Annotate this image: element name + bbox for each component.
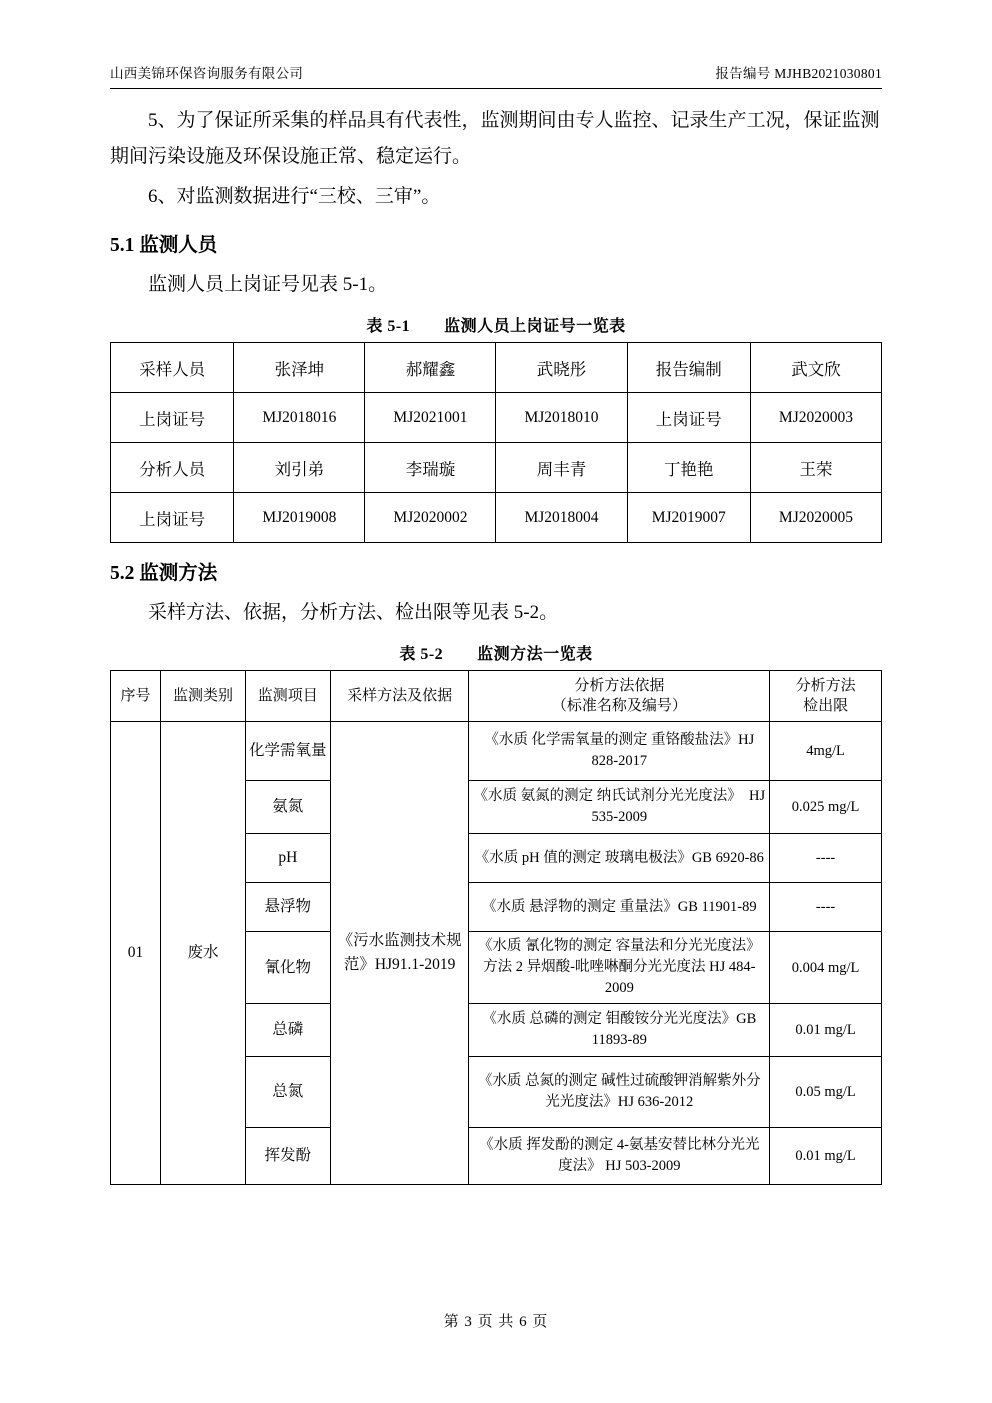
header-report-number: 报告编号 MJHB2021030801 <box>715 66 882 81</box>
cell-detection-limit: ---- <box>770 883 882 932</box>
cell-detection-limit: ---- <box>770 834 882 883</box>
header-company: 山西美锦环保咨询服务有限公司 <box>110 66 304 81</box>
page-header <box>110 0 882 89</box>
cell-detection-limit: 0.05 mg/L <box>770 1057 882 1128</box>
table-row <box>111 343 882 393</box>
cell-detection-limit: 0.004 mg/L <box>770 932 882 1004</box>
table-personnel-certificates <box>110 342 882 543</box>
cell-value: MJ2019008 <box>234 493 365 543</box>
table-5-2-caption <box>110 641 882 664</box>
cell-item: 挥发酚 <box>245 1128 330 1185</box>
cell-analysis-basis: 《水质 氨氮的测定 纳氏试剂分光光度法》 HJ 535-2009 <box>469 781 770 834</box>
cell-value: 上岗证号 <box>627 393 750 443</box>
cell-analysis-basis: 《水质 氰化物的测定 容量法和分光光度法》方法 2 异烟酸-吡唑啉酮分光光度法 HJ 484-2009 <box>469 932 770 1004</box>
table-5-2-caption-number: 表 5-2 <box>399 646 444 663</box>
cell-value: 王荣 <box>750 443 881 493</box>
cell-detection-limit: 0.01 mg/L <box>770 1004 882 1057</box>
column-header-analysis <box>469 671 770 722</box>
cell-detection-limit: 0.025 mg/L <box>770 781 882 834</box>
table-row <box>111 393 882 443</box>
cell-sampling-method: 《污水监测技术规范》HJ91.1-2019 <box>330 722 469 1185</box>
cell-detection-limit: 0.01 mg/L <box>770 1128 882 1185</box>
column-header-no: 序号 <box>111 671 161 722</box>
column-header-limit <box>770 671 882 722</box>
cell-value: MJ2020002 <box>365 493 496 543</box>
cell-value: MJ2020003 <box>750 393 881 443</box>
cell-value: 李瑞璇 <box>365 443 496 493</box>
cell-value: 武晓彤 <box>496 343 627 393</box>
table-header-row <box>111 671 882 722</box>
column-header-item: 监测项目 <box>245 671 330 722</box>
paragraph-5: 5、为了保证所采集的样品具有代表性，监测期间由专人监控、记录生产工况，保证监测期间污染设施及环保设施正常、稳定运行。 <box>110 110 880 167</box>
cell-detection-limit: 4mg/L <box>770 722 882 781</box>
cell-label: 分析人员 <box>111 443 234 493</box>
table-5-2-caption-title: 监测方法一览表 <box>477 646 593 663</box>
cell-value: MJ2019007 <box>627 493 750 543</box>
cell-value: 丁艳艳 <box>627 443 750 493</box>
cell-analysis-basis: 《水质 总磷的测定 钼酸铵分光光度法》GB 11893-89 <box>469 1004 770 1057</box>
cell-value: MJ2020005 <box>750 493 881 543</box>
cell-value: 报告编制 <box>627 343 750 393</box>
cell-analysis-basis: 《水质 化学需氧量的测定 重铬酸盐法》HJ 828-2017 <box>469 722 770 781</box>
table-row <box>111 443 882 493</box>
table-monitoring-methods <box>110 670 882 1185</box>
table-5-1-caption <box>110 313 882 336</box>
column-header-limit-line2: 检出限 <box>803 698 849 714</box>
cell-label: 采样人员 <box>111 343 234 393</box>
cell-item: 化学需氧量 <box>245 722 330 781</box>
column-header-limit-line1: 分析方法 <box>795 678 856 694</box>
cell-row-number: 01 <box>111 722 161 1185</box>
section-heading-5-1: 5.1 监测人员 <box>110 235 218 256</box>
table-row <box>111 722 882 781</box>
cell-value: 周丰青 <box>496 443 627 493</box>
cell-analysis-basis: 《水质 悬浮物的测定 重量法》GB 11901-89 <box>469 883 770 932</box>
paragraph-6: 6、对监测数据进行“三校、三审”。 <box>148 186 441 207</box>
column-header-sampling: 采样方法及依据 <box>330 671 469 722</box>
cell-label: 上岗证号 <box>111 393 234 443</box>
cell-item: 氨氮 <box>245 781 330 834</box>
cell-value: MJ2018004 <box>496 493 627 543</box>
cell-value: 武文欣 <box>750 343 881 393</box>
paragraph-5-1-intro: 监测人员上岗证号见表 5-1。 <box>148 274 388 295</box>
cell-value: 郝耀鑫 <box>365 343 496 393</box>
cell-value: MJ2021001 <box>365 393 496 443</box>
cell-analysis-basis: 《水质 总氮的测定 碱性过硫酸钾消解紫外分光光度法》HJ 636-2012 <box>469 1057 770 1128</box>
column-header-analysis-line1: 分析方法依据 <box>574 678 665 694</box>
cell-item: pH <box>245 834 330 883</box>
page-footer: 第 3 页 共 6 页 <box>443 1314 549 1330</box>
table-row <box>111 493 882 543</box>
cell-item: 总氮 <box>245 1057 330 1128</box>
cell-item: 悬浮物 <box>245 883 330 932</box>
cell-item: 总磷 <box>245 1004 330 1057</box>
cell-analysis-basis: 《水质 挥发酚的测定 4-氨基安替比林分光光度法》 HJ 503-2009 <box>469 1128 770 1185</box>
cell-item: 氰化物 <box>245 932 330 1004</box>
table-5-1-caption-number: 表 5-1 <box>366 318 411 335</box>
cell-value: 刘引弟 <box>234 443 365 493</box>
cell-analysis-basis: 《水质 pH 值的测定 玻璃电极法》GB 6920-86 <box>469 834 770 883</box>
paragraph-5-2-intro: 采样方法、依据，分析方法、检出限等见表 5-2。 <box>148 602 559 623</box>
section-heading-5-2: 5.2 监测方法 <box>110 563 218 584</box>
cell-label: 上岗证号 <box>111 493 234 543</box>
cell-category: 废水 <box>161 722 246 1185</box>
column-header-category: 监测类别 <box>161 671 246 722</box>
cell-value: MJ2018016 <box>234 393 365 443</box>
cell-value: MJ2018010 <box>496 393 627 443</box>
table-5-1-caption-title: 监测人员上岗证号一览表 <box>444 318 626 335</box>
column-header-analysis-line2: （标准名称及编号） <box>551 698 687 714</box>
cell-value: 张泽坤 <box>234 343 365 393</box>
